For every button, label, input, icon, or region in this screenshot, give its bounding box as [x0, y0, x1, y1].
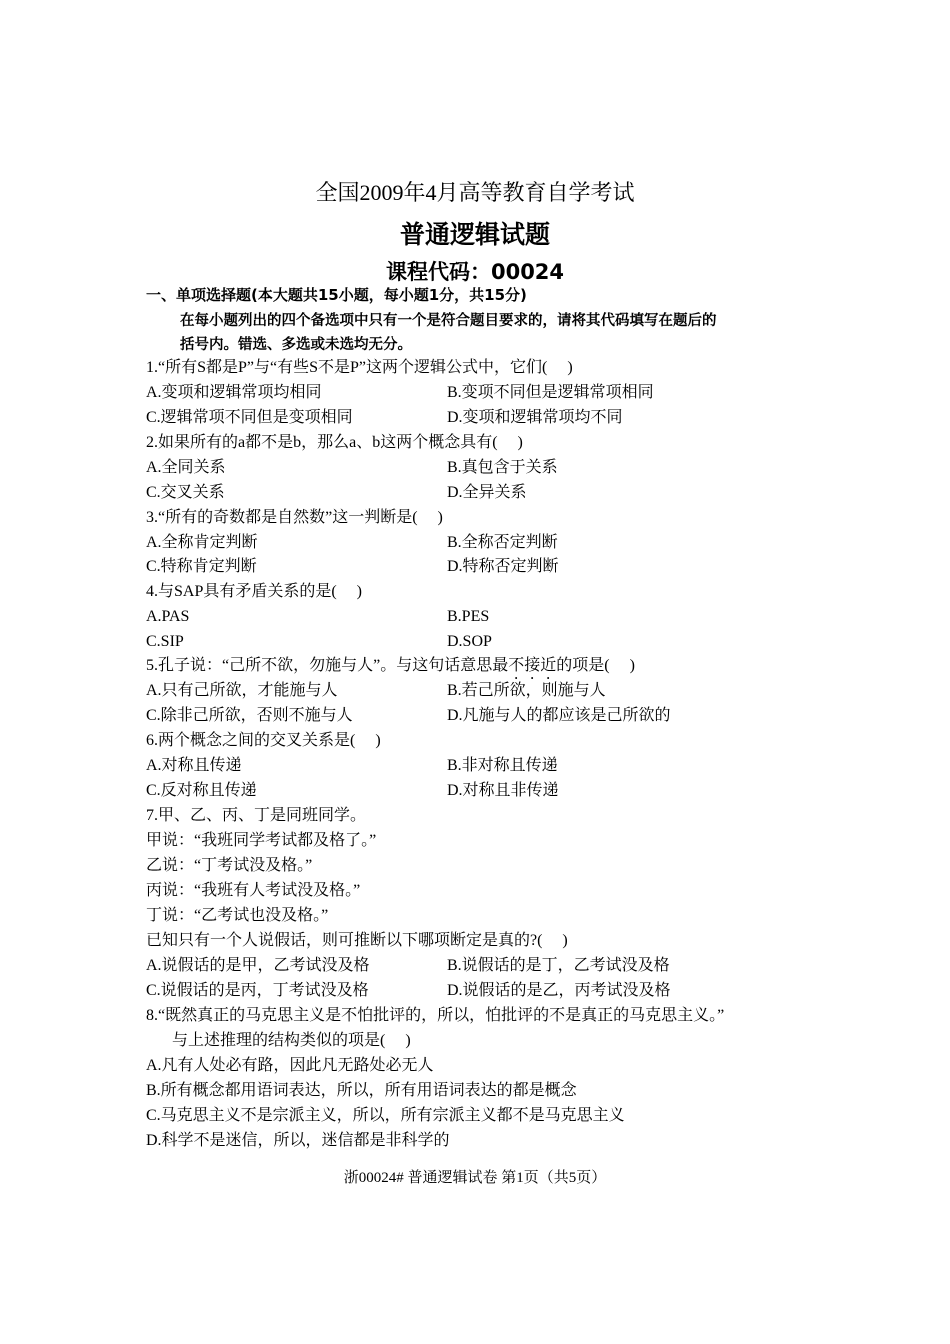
question-3-option-b: B.全称否定判断 — [447, 534, 558, 551]
question-8-option-c: C.马克思主义不是宗派主义，所以，所有宗派主义都不是马克思主义 — [146, 1107, 625, 1124]
question-7-option-d: D.说假话的是乙，丙考试没及格 — [447, 982, 671, 999]
question-7-statement-3: 丙说：“我班有人考试没及格。” — [146, 882, 361, 899]
question-1-option-c: C.逻辑常项不同但是变项相同 — [146, 409, 353, 426]
question-4-option-b: B.PES — [447, 608, 490, 625]
question-6-option-d: D.对称且非传递 — [447, 782, 559, 799]
page-footer: 浙00024# 普通逻辑试卷 第1页（共5页） — [343, 1170, 607, 1186]
question-6-option-a: A.对称且传递 — [146, 757, 242, 774]
question-7-prompt: 已知只有一个人说假话，则可推断以下哪项断定是真的?( ) — [146, 932, 568, 949]
section-instruction-line-2: 括号内。错选、多选或未选均无分。 — [180, 337, 412, 353]
question-3-option-a: A.全称肯定判断 — [146, 534, 258, 551]
question-7-statement-2: 乙说：“丁考试没及格。” — [146, 857, 313, 874]
question-7-option-c: C.说假话的是丙，丁考试没及格 — [146, 982, 369, 999]
question-6-stem: 6.两个概念之间的交叉关系是( ) — [146, 732, 381, 749]
question-2-option-c: C.交叉关系 — [146, 484, 225, 501]
question-5-option-c: C.除非己所欲，否则不施与人 — [146, 707, 353, 724]
page-title: 普通逻辑试题 — [399, 220, 550, 249]
question-2-stem: 2.如果所有的a都不是b，那么a、b这两个概念具有( ) — [146, 434, 523, 451]
course-code: 课程代码：00024 — [385, 260, 565, 284]
question-1-option-a: A.变项和逻辑常项均相同 — [146, 384, 322, 401]
question-5-option-b: B.若己所欲，则施与人 — [447, 682, 606, 699]
question-2-option-a: A.全同关系 — [146, 459, 226, 476]
question-3-option-d: D.特称否定判断 — [447, 558, 559, 575]
question-6-option-b: B.非对称且传递 — [447, 757, 558, 774]
question-4-stem: 4.与SAP具有矛盾关系的是( ) — [146, 583, 363, 600]
question-7-option-b: B.说假话的是丁，乙考试没及格 — [447, 957, 670, 974]
question-1-option-d: D.变项和逻辑常项均不同 — [447, 409, 623, 426]
exam-name: 全国2009年4月高等教育自学考试 — [315, 180, 635, 205]
question-7-statement-1: 甲说：“我班同学考试都及格了。” — [146, 832, 377, 849]
question-3-option-c: C.特称肯定判断 — [146, 558, 257, 575]
question-5-stem-start: 5.孔子说：“己所不欲，勿施与人”。与这句话意思最 — [146, 657, 509, 674]
section-heading: 一、单项选择题(本大题共15小题，每小题1分，共15分) — [146, 286, 527, 304]
section-instruction-line-1: 在每小题列出的四个备选项中只有一个是符合题目要求的，请将其代码填写在题后的 — [180, 313, 717, 329]
question-4-option-a: A.PAS — [146, 608, 190, 625]
question-8-option-d: D.科学不是迷信，所以，迷信都是非科学的 — [146, 1132, 450, 1149]
question-8-option-a: A.凡有人处必有路，因此凡无路处必无人 — [146, 1057, 434, 1074]
question-8-option-b: B.所有概念都用语词表达，所以，所有用语词表达的都是概念 — [146, 1082, 577, 1099]
question-7-stem: 7.甲、乙、丙、丁是同班同学。 — [146, 807, 367, 824]
emphasized-phrase: 不接近 — [508, 657, 557, 674]
question-3-stem: 3.“所有的奇数都是自然数”这一判断是( ) — [146, 509, 443, 526]
question-1-option-b: B.变项不同但是逻辑常项相同 — [447, 384, 654, 401]
question-8-prompt: 与上述推理的结构类似的项是( ) — [172, 1032, 411, 1049]
question-7-statement-4: 丁说：“乙考试也没及格。” — [146, 907, 329, 924]
question-1-stem: 1.“所有S都是P”与“有些S不是P”这两个逻辑公式中，它们( ) — [146, 359, 573, 376]
question-7-option-a: A.说假话的是甲，乙考试没及格 — [146, 957, 370, 974]
question-8-stem: 8.“既然真正的马克思主义是不怕批评的，所以，怕批评的不是真正的马克思主义。” — [146, 1007, 725, 1024]
question-5-stem — [146, 656, 635, 683]
question-6-option-c: C.反对称且传递 — [146, 782, 257, 799]
question-4-option-c: C.SIP — [146, 633, 184, 650]
question-4-option-d: D.SOP — [447, 633, 492, 650]
question-2-option-b: B.真包含于关系 — [447, 459, 558, 476]
question-5-option-d: D.凡施与人的都应该是己所欲的 — [447, 707, 671, 724]
question-5-stem-end: 的项是( ) — [556, 657, 635, 674]
question-5-option-a: A.只有己所欲，才能施与人 — [146, 682, 338, 699]
question-2-option-d: D.全异关系 — [447, 484, 527, 501]
